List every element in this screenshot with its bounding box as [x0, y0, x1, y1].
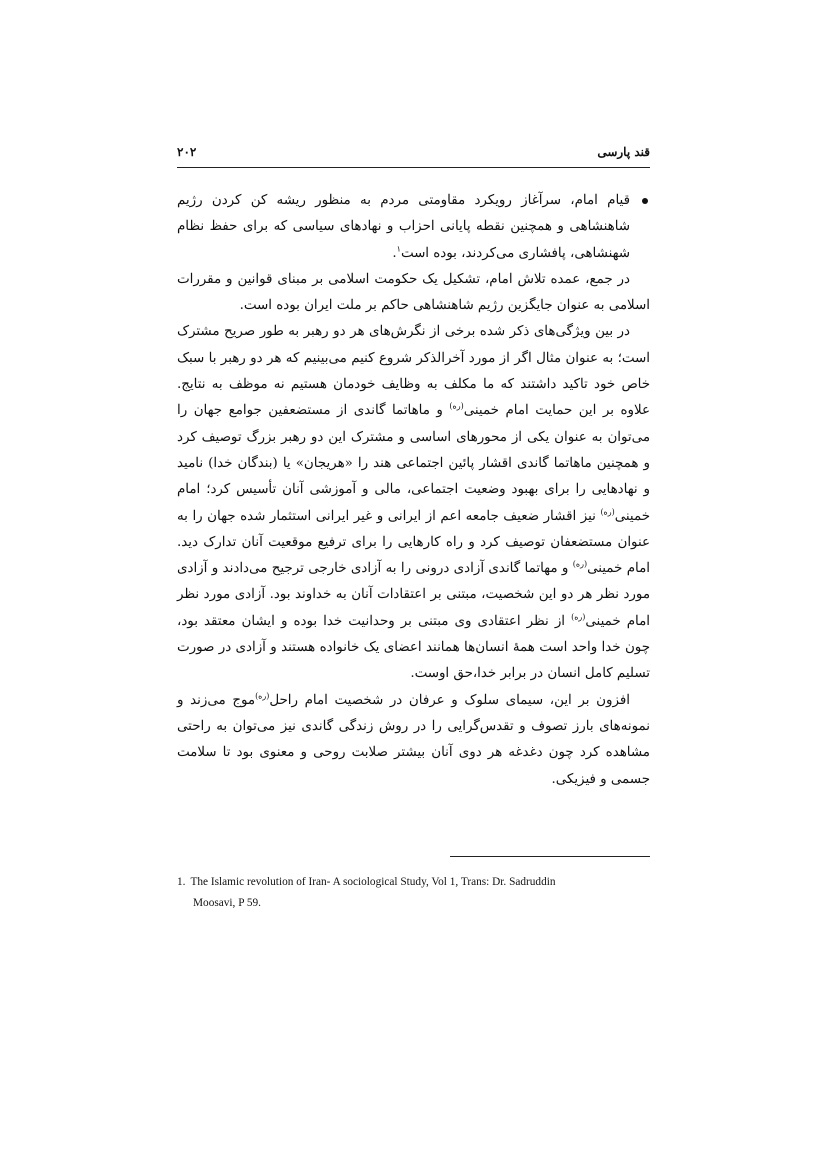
footnote-number: 1. — [177, 876, 186, 888]
running-header — [177, 139, 650, 168]
paragraph-text: در بین ویژگی‌های ذکر شده برخی از نگرش‌های هر دو رهبر به طور صریح مشترک است؛ به عنوان مثال اگر از مورد آخرالذکر شروع کنیم می‌بینیم که هر دو رهبر با سبک خاص خود تاکید داشتند که ما مکلف به وظایف خودمان هستیم نه موظف به نتایج. علاوه بر این حمایت امام خمینی — [177, 324, 650, 419]
honorific-mark: (ره) — [255, 691, 270, 701]
bullet-end: . — [392, 245, 397, 261]
footnote-text: The Islamic revolution of Iran- A sociological Study, Vol 1, Trans: Dr. Sadruddin — [190, 876, 556, 888]
paragraph-text: از نظر اعتقادی وی مبتنی بر وحدانیت خدا بوده و ایشان معتقد بود، چون خدا واحد است همهٔ انسان‌ها همانند اعضای یک خانواده هستند و آزادی در صورت تسلیم کامل انسان در برابر خدا،حق اوست. — [177, 613, 650, 682]
footnote-line — [177, 872, 650, 893]
paragraph — [177, 688, 650, 793]
bullet-icon — [642, 198, 648, 204]
paragraph-text: در جمع، عمده تلاش امام، تشکیل یک حکومت اسلامی بر مبنای قوانین و مقررات اسلامی به عنوان جایگزین رژیم شاهنشاهی حاکم بر ملت ایران بوده است. — [177, 271, 650, 314]
bullet-text: قیام امام، سرآغاز رویکرد مقاومتی مردم به منظور ریشه کن کردن رژیم شاهنشاهی و همچنین نقطه پایانی احزاب و نهادهای سیاسی که برای حفظ نظام شهنشاهی، پافشاری می‌کردند، بوده است — [177, 193, 630, 261]
paragraph-text: موج می‌زند و نمونه‌های بارز تصوف و تقدس‌گرایی را در روش زندگی گاندی نیز می‌توان به راحتی مشاهده کرد چون دغدغه هر دوی آنان بیشتر صلابت روحی و معنوی بود تا سلامت جسمی و فیزیکی. — [177, 692, 650, 787]
honorific-mark: (ره) — [572, 559, 588, 569]
paragraph-text: و مهاتما گاندی آزادی درونی را به آزادی خارجی ترجیح می‌دادند و آزادی مورد نظر هر دو این شخصیت، مبتنی بر اعتقادات آنان به خداوند بود. آزادی مورد نظر امام خمینی — [177, 561, 650, 629]
honorific-mark: (ره) — [600, 507, 615, 517]
honorific-mark: (ره) — [571, 612, 586, 622]
page-number: ۲۰۲ — [177, 145, 197, 159]
book-title: قند پارسی — [597, 145, 650, 159]
footnote-divider — [450, 856, 650, 857]
honorific-mark: (ره) — [449, 401, 464, 411]
footnote — [177, 872, 650, 914]
paragraph — [177, 319, 650, 687]
paragraph — [177, 267, 650, 320]
footnote-continuation: Moosavi, P 59. — [193, 897, 261, 909]
footnote-ref: ۱ — [396, 244, 401, 254]
paragraph-text: نیز اقشار ضعیف جامعه اعم از ایرانی و غیر ایرانی استثمار شده جهان را به عنوان مستضعفان توصیف کرد و راه کارهایی را برای ترفیع موقعیت آنان تدارک دید. امام خمینی — [177, 508, 650, 577]
paragraph-text: و ماهاتما گاندی از مستضعفین جوامع جهان را می‌توان به عنوان یکی از محورهای اساسی و مشترک این دو رهبر بزرگ توصیف کرد و همچنین ماهاتما گاندی اقشار پائین اجتماعی هند را «هریجان» یا (بندگان خدا) نامید و نهادهایی را برای بهبود وضعیت اجتماعی، مالی و آموزشی آنان تأسیس کرد؛ امام خمینی — [177, 403, 650, 524]
main-text — [177, 188, 650, 793]
paragraph-text: افزون بر این، سیمای سلوک و عرفان در شخصیت امام راحل — [269, 692, 630, 708]
bullet-item — [177, 188, 650, 267]
